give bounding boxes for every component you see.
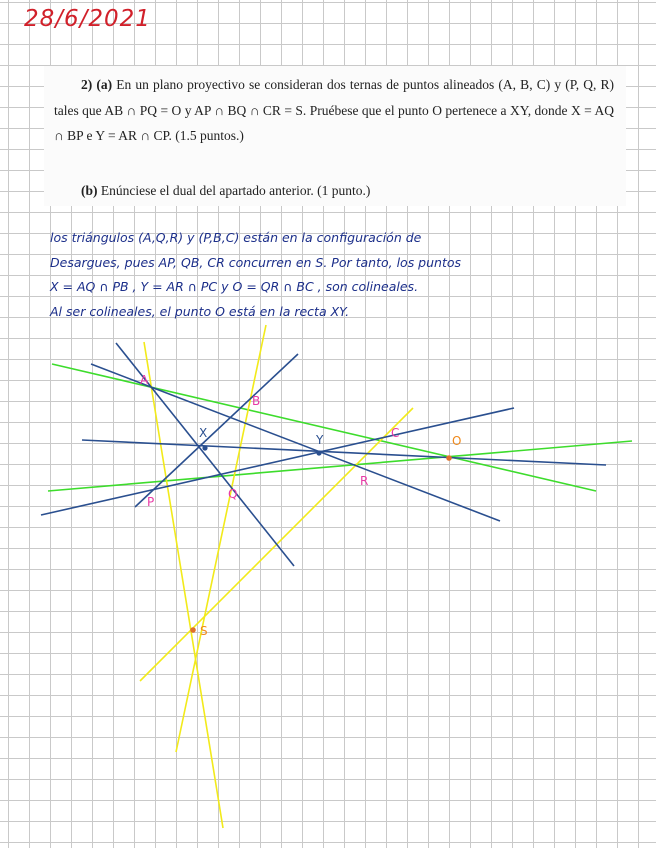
label-b: B: [252, 394, 261, 408]
part-b-text: Enúnciese el dual del apartado anterior. (1 punto.): [100, 183, 371, 198]
label-x: X: [199, 426, 208, 440]
label-q: Q: [228, 487, 238, 501]
answer-line: X = AQ ∩ PB , Y = AR ∩ PC y O = QR ∩ BC , son colineales.: [50, 279, 419, 294]
label-r: R: [360, 474, 369, 488]
answer-line: Desargues, pues AP, QB, CR concurren en S. Por tanto, los puntos: [50, 254, 462, 270]
problem-number: 2): [81, 77, 93, 92]
date-heading: 28/6/2021: [24, 6, 151, 32]
label-y: Y: [316, 433, 324, 447]
label-o: O: [452, 434, 462, 448]
answer-line: los triángulos (A,Q,R) y (P,B,C) están en la configuración de: [50, 230, 422, 245]
part-a-tag: (a): [96, 77, 113, 92]
point-o: [446, 455, 452, 461]
point-x: [202, 445, 207, 450]
yellow-line-bqs: [176, 325, 266, 752]
label-a: A: [140, 373, 149, 387]
part-b-tag: (b): [81, 183, 98, 198]
part-a-text: En un plano proyectivo se consideran dos ternas de puntos alineados (A, B, C) y (P, Q, R) tales que AB ∩ PQ = O y AP ∩ BQ ∩ CR = S. Pruébese que el punto O pertenece a XY, donde X = AQ ∩ BP e Y = AR ∩ CP. (1.5 puntos.): [54, 77, 615, 143]
blue-line-bp: [135, 354, 298, 507]
point-y: [316, 450, 321, 455]
label-c: C: [391, 426, 400, 440]
label-s: S: [200, 624, 208, 638]
green-line-abo: [52, 364, 596, 491]
green-line-pqo: [48, 441, 632, 491]
answer-line: Al ser colineales, el punto O está en la recta XY.: [50, 303, 350, 319]
label-p: P: [147, 495, 155, 509]
point-s: [190, 627, 196, 633]
